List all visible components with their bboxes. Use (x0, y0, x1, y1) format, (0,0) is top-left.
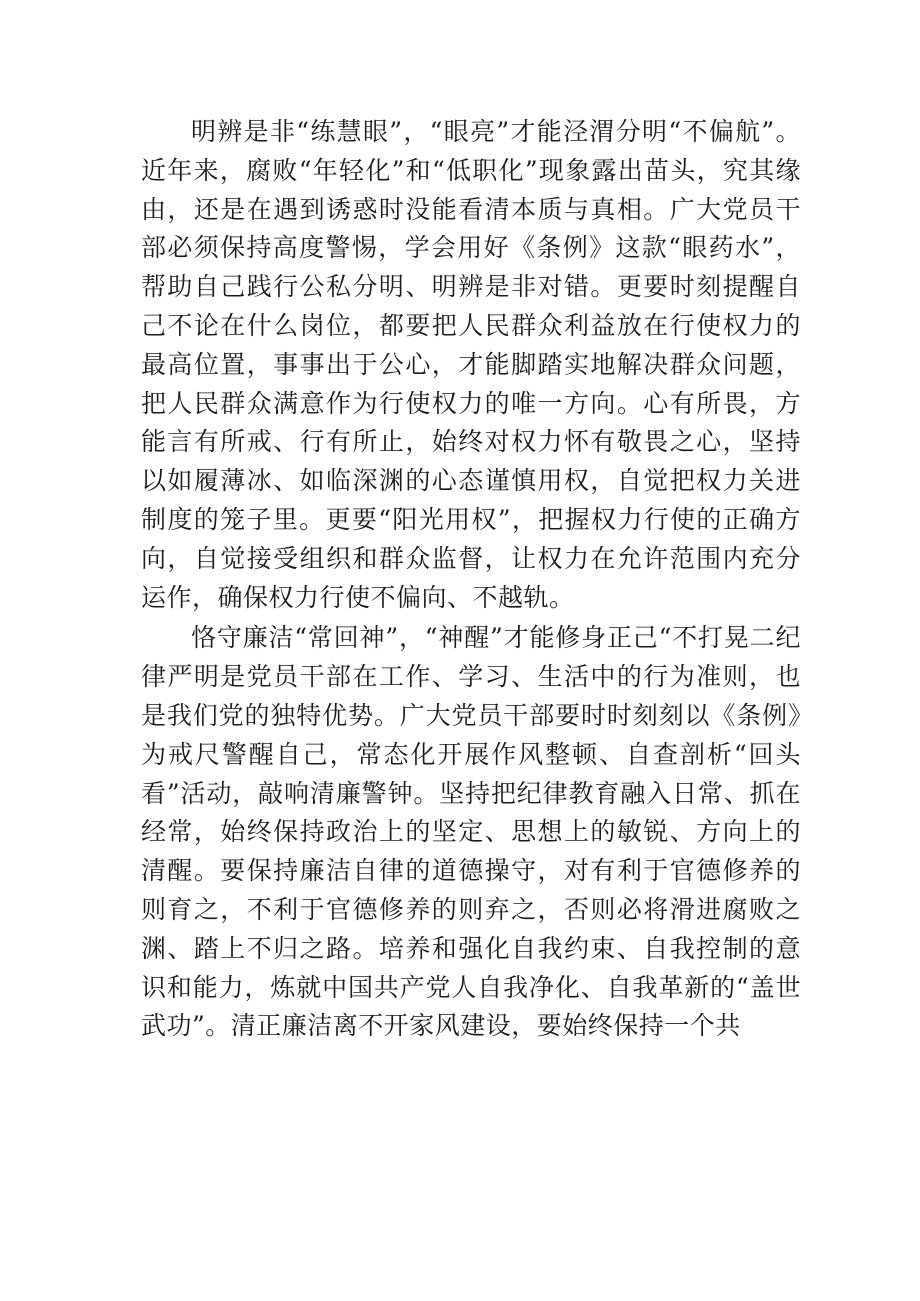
paragraph-2: 恪守廉洁“常回神”，“神醒”才能修身正己“不打晃二纪律严明是党员干部在工作、学习、生活中的行为准则，也是我们党的独特优势。广大党员干部要时时刻刻以《条例》为戒尺警醒自己，常态化开展作风整顿、自查剖析“回头看”活动，敲响清廉警钟。坚持把纪律教育融入日常、抓在经常，始终保持政治上的坚定、思想上的敏锐、方向上的清醒。要保持廉洁自律的道德操守，对有利于官德修养的则育之，不利于官德修养的则弃之，否则必将滑进腐败之渊、踏上不归之路。培养和强化自我约束、自我控制的意识和能力，炼就中国共产党人自我净化、自我革新的“盖世武功”。清正廉洁离不开家风建设，要始终保持一个共 (141, 623, 801, 1041)
paragraph-1: 明辨是非“练慧眼”，“眼亮”才能泾渭分明“不偏航”。近年来，腐败“年轻化”和“低职化”现象露出苗头，究其缘由，还是在遇到诱惑时没能看清本质与真相。广大党员干部必须保持高度警惕，学会用好《条例》这款“眼药水”，帮助自己践行公私分明、明辨是非对错。更要时刻提醒自己不论在什么岗位，都要把人民群众利益放在行使权力的最高位置，事事出于公心，才能脚踏实地解决群众问题，把人民群众满意作为行使权力的唯一方向。心有所畏，方能言有所戒、行有所止，始终对权力怀有敬畏之心，坚持以如履薄冰、如临深渊的心态谨慎用权，自觉把权力关进制度的笼子里。更要“阳光用权”，把握权力行使的正确方向，自觉接受组织和群众监督，让权力在允许范围内充分运作，确保权力行使不偏向、不越轨。 (141, 117, 801, 612)
document-body (141, 113, 801, 1048)
